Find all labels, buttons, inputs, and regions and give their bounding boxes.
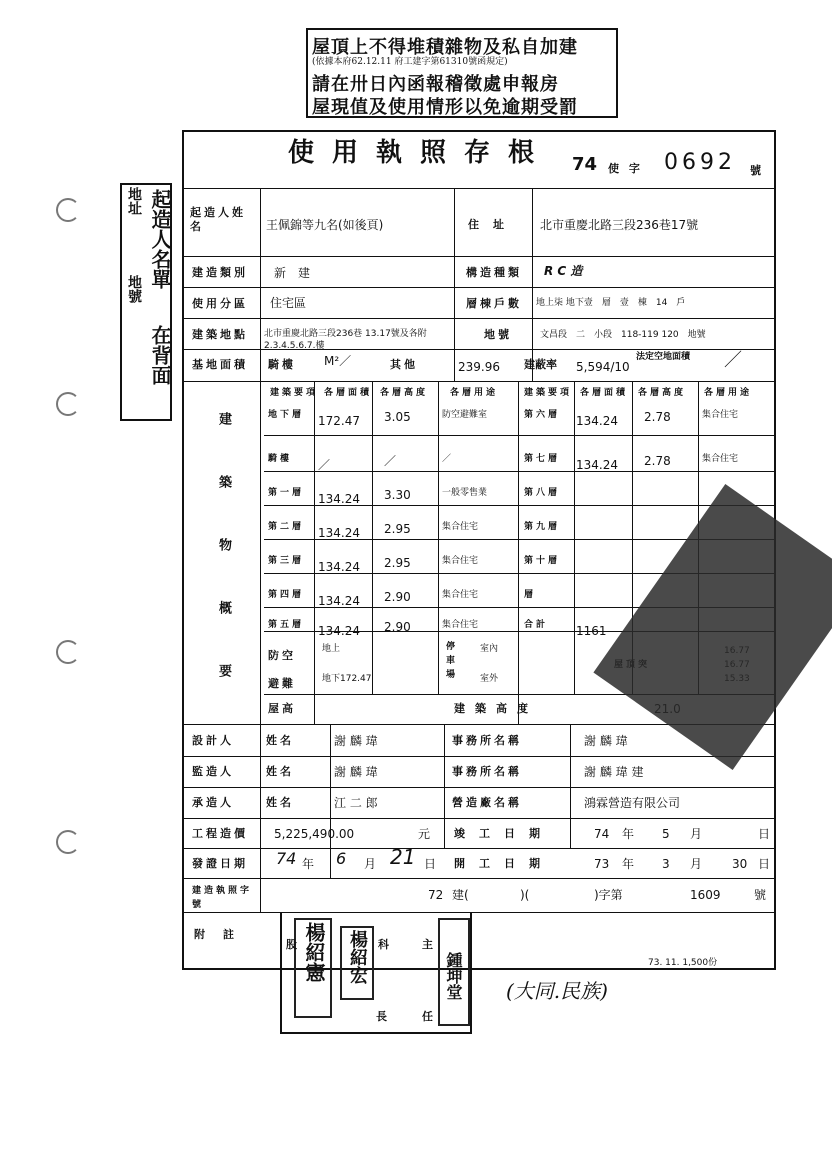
designer-name: 謝 麟 瑋 — [334, 734, 378, 748]
license-suffix: )字第 — [594, 888, 623, 902]
stamp-a-text: 楊紹憲 — [302, 922, 326, 982]
label-contractor-firm: 營造廠名稱 — [452, 796, 522, 809]
applicant-value: 王佩錦等九名(如後頁) — [266, 218, 384, 232]
usage-permit-form — [182, 130, 776, 970]
permit-year: 74 — [572, 154, 598, 175]
side-note-col1: 起造人名單 — [148, 189, 172, 289]
label-address: 住址 — [468, 218, 518, 231]
lot-value: 文昌段 二 小段 118-119 120 地號 — [540, 330, 706, 340]
floor-name: 第一層 — [268, 488, 305, 498]
permit-number: 0692 — [664, 150, 736, 175]
cost-unit: 元 — [418, 827, 431, 841]
side-note-col3: 地號 — [126, 275, 142, 303]
side-note-box — [120, 183, 172, 421]
floor-use: 集合住宅 — [442, 556, 479, 566]
open-d: 30 — [732, 857, 748, 871]
contractor-name: 江 二 郎 — [334, 796, 378, 810]
label-completion: 竣工日期 — [454, 827, 554, 840]
floor-area: ／ — [318, 458, 331, 472]
floor-name: 層 — [524, 590, 537, 600]
shelter-above: 地上 — [322, 644, 341, 654]
floor-use: ／ — [442, 454, 452, 464]
contractor-firm: 鴻霖營造有限公司 — [584, 796, 681, 810]
label-stair: 屋高 — [268, 702, 296, 715]
label-arcade: 騎樓 — [268, 358, 296, 371]
label-shelter: 防空避難 — [268, 649, 296, 690]
label-designer-name: 姓名 — [266, 734, 294, 747]
label-supervisor-office: 事務所名稱 — [452, 765, 522, 778]
floor-name: 地下層 — [268, 410, 305, 420]
roof-notice-box — [306, 28, 618, 118]
stamp-b-text: 楊紹宏 — [347, 930, 368, 984]
open-d-unit: 日 — [758, 857, 771, 871]
floor-use: 集合住宅 — [702, 454, 739, 464]
completion-y: 74 — [594, 827, 610, 841]
floor-header-height: 各層高度 — [380, 388, 429, 398]
floor-name: 騎樓 — [268, 454, 293, 464]
floor-area: 134.24 — [576, 458, 618, 472]
supervisor-office: 謝 麟 瑋 建 — [584, 765, 644, 779]
license-mid: )( — [520, 888, 530, 902]
ink-smudge — [593, 484, 832, 770]
label-remarks: 附註 — [194, 928, 252, 941]
side-note-col2: 地址 — [126, 187, 142, 215]
land-other-value: 239.96 — [458, 360, 500, 374]
notice-line-3: 請在卅日內函報稽徵處申報房 — [312, 74, 559, 95]
open-space-value: ／ — [724, 350, 742, 371]
floor-height: 2.95 — [384, 522, 411, 536]
floor-name: 第二層 — [268, 522, 305, 532]
stamp-label-3: 長 — [376, 1010, 390, 1023]
open-m-unit: 月 — [690, 857, 703, 871]
label-supervisor: 監造人 — [192, 765, 234, 778]
floor-height: 2.78 — [644, 410, 671, 424]
notice-line-4: 屋現值及使用情形以免逾期受罰 — [312, 97, 578, 118]
floor-name: 第六層 — [524, 410, 561, 420]
label-open-space: 法定空地面積 — [636, 352, 691, 362]
license-end: 號 — [754, 888, 767, 902]
floor-area: 134.24 — [318, 526, 360, 540]
license-year: 72 — [428, 888, 444, 902]
label-build-type: 建造類別 — [192, 266, 248, 279]
completion-m-unit: 月 — [690, 827, 703, 841]
open-y-unit: 年 — [622, 857, 635, 871]
label-license: 建造執照字號 — [192, 886, 253, 910]
label-land-area: 基地面積 — [192, 358, 248, 371]
issue-d-unit: 日 — [424, 857, 437, 871]
permit-suffix: 號 — [750, 164, 764, 177]
approval-stamps — [280, 912, 472, 1034]
floor-height: ／ — [384, 454, 397, 468]
label-structure: 構造種類 — [466, 266, 522, 279]
floor-name: 第四層 — [268, 590, 305, 600]
label-lot: 地號 — [484, 328, 512, 341]
stamp-d-text: 鍾坤堂 — [444, 952, 463, 1000]
coverage-value: 5,594/10 — [576, 360, 630, 374]
floor-height: 2.95 — [384, 556, 411, 570]
parking-outdoor: 室外 — [480, 674, 499, 684]
floor-area: 134.24 — [318, 492, 360, 506]
label-height: 建築高度 — [454, 702, 538, 715]
floor-name: 第九層 — [524, 522, 561, 532]
issue-y-unit: 年 — [302, 857, 315, 871]
issue-d: 21 — [390, 845, 416, 869]
floor-use: 防空避難室 — [442, 410, 488, 420]
floor-header-area: 各層面積 — [324, 388, 373, 398]
completion-d-unit: 日 — [758, 827, 771, 841]
label-zone: 使用分區 — [192, 297, 248, 310]
label-floors-units: 層棟戶數 — [466, 297, 522, 310]
parking-indoor: 室內 — [480, 644, 499, 654]
completion-y-unit: 年 — [622, 827, 635, 841]
floor-height: 2.90 — [384, 590, 411, 604]
floor-use: 集合住宅 — [702, 410, 739, 420]
label-supervisor-name: 姓名 — [266, 765, 294, 778]
designer-office: 謝 麟 瑋 — [584, 734, 628, 748]
zone-value: 住宅區 — [270, 296, 307, 310]
floor-name: 第七層 — [524, 454, 561, 464]
label-applicant: 起造人姓名 — [190, 206, 246, 233]
stamp-label-2: 科 — [378, 938, 392, 951]
floor-name: 第八層 — [524, 488, 561, 498]
stamp-label-1: 股 — [286, 938, 300, 951]
floor-height: 2.78 — [644, 454, 671, 468]
floor-height: 3.30 — [384, 488, 411, 502]
label-coverage: 建蔽率 — [524, 358, 557, 371]
label-cost: 工程造價 — [192, 827, 248, 840]
floor-header-item-right: 建築要項 — [524, 388, 573, 398]
label-contractor-name: 姓名 — [266, 796, 294, 809]
open-m: 3 — [662, 857, 670, 871]
cost-value: 5,225,490.00 — [274, 827, 355, 841]
floor-name: 第十層 — [524, 556, 561, 566]
label-parking: 停車場 — [446, 642, 459, 680]
label-designer-office: 事務所名稱 — [452, 734, 522, 747]
side-note-col4: 在背面 — [148, 325, 172, 385]
floor-height: 2.90 — [384, 620, 411, 634]
label-issue: 發證日期 — [192, 857, 248, 870]
floor-area: 172.47 — [318, 414, 360, 428]
form-title: 使用執照存根 — [288, 138, 553, 168]
floor-name: 第三層 — [268, 556, 305, 566]
stamp-label-4: 主 — [422, 938, 436, 951]
floor-name: 第五層 — [268, 620, 305, 630]
floor-area: 134.24 — [318, 560, 360, 574]
floors-value: 地上柒 地下壹 層 壹 棟 14 戶 — [536, 298, 686, 308]
issue-y: 74 — [276, 849, 297, 868]
binder-hole — [56, 198, 80, 222]
floor-header-use: 各層用途 — [450, 388, 499, 398]
build-type-value: 新 建 — [274, 266, 311, 280]
site-value: 北市重慶北路三段236巷 13.17號及各附2.3.4.5.6.7.樓 — [264, 329, 427, 351]
print-info: 73. 11. 1,500份 — [648, 958, 718, 968]
floor-area: 134.24 — [576, 414, 618, 428]
stamp-label-5: 任 — [422, 1010, 436, 1023]
binder-hole — [56, 640, 80, 664]
issue-m: 6 — [336, 849, 347, 868]
notice-line-1: 屋頂上不得堆積雜物及私自加建 — [312, 37, 578, 58]
land-arcade-value: M²／ — [324, 354, 352, 368]
structure-value: R C 造 — [544, 264, 583, 278]
floor-area: 134.24 — [318, 594, 360, 608]
issue-m-unit: 月 — [364, 857, 377, 871]
notice-line-2: (依據本府62.12.11 府工建字第61310號函規定) — [312, 57, 508, 67]
floor-use: 集合住宅 — [442, 522, 479, 532]
floor-header-height-right: 各層高度 — [638, 388, 687, 398]
completion-m: 5 — [662, 827, 670, 841]
floor-header-item: 建築要項 — [270, 388, 319, 398]
floor-use: 集合住宅 — [442, 620, 479, 630]
floor-area: 134.24 — [318, 624, 360, 638]
license-num: 1609 — [690, 888, 721, 902]
permit-word: 使 字 — [608, 162, 643, 175]
license-prefix: 建( — [452, 888, 469, 902]
floor-area: 1161 — [576, 624, 607, 638]
label-open-date: 開工日期 — [454, 857, 554, 870]
floor-name: 合計 — [524, 620, 549, 630]
label-bldg-overview: 建築物概要 — [216, 412, 231, 727]
label-contractor: 承造人 — [192, 796, 234, 809]
floor-header-use-right: 各層用途 — [704, 388, 753, 398]
label-designer: 設計人 — [192, 734, 234, 747]
floor-use: 集合住宅 — [442, 590, 479, 600]
handwritten-district-note: (大同.民族) — [506, 979, 608, 1003]
floor-use: 一般零售業 — [442, 488, 488, 498]
address-value: 北市重慶北路三段236巷17號 — [540, 218, 699, 232]
label-other: 其他 — [390, 358, 418, 371]
supervisor-name: 謝 麟 瑋 — [334, 765, 378, 779]
shelter-below: 地下172.47 — [322, 674, 372, 684]
binder-hole — [56, 392, 80, 416]
floor-height: 3.05 — [384, 410, 411, 424]
open-y: 73 — [594, 857, 610, 871]
label-site: 建築地點 — [192, 328, 248, 341]
floor-header-area-right: 各層面積 — [580, 388, 629, 398]
binder-hole — [56, 830, 80, 854]
